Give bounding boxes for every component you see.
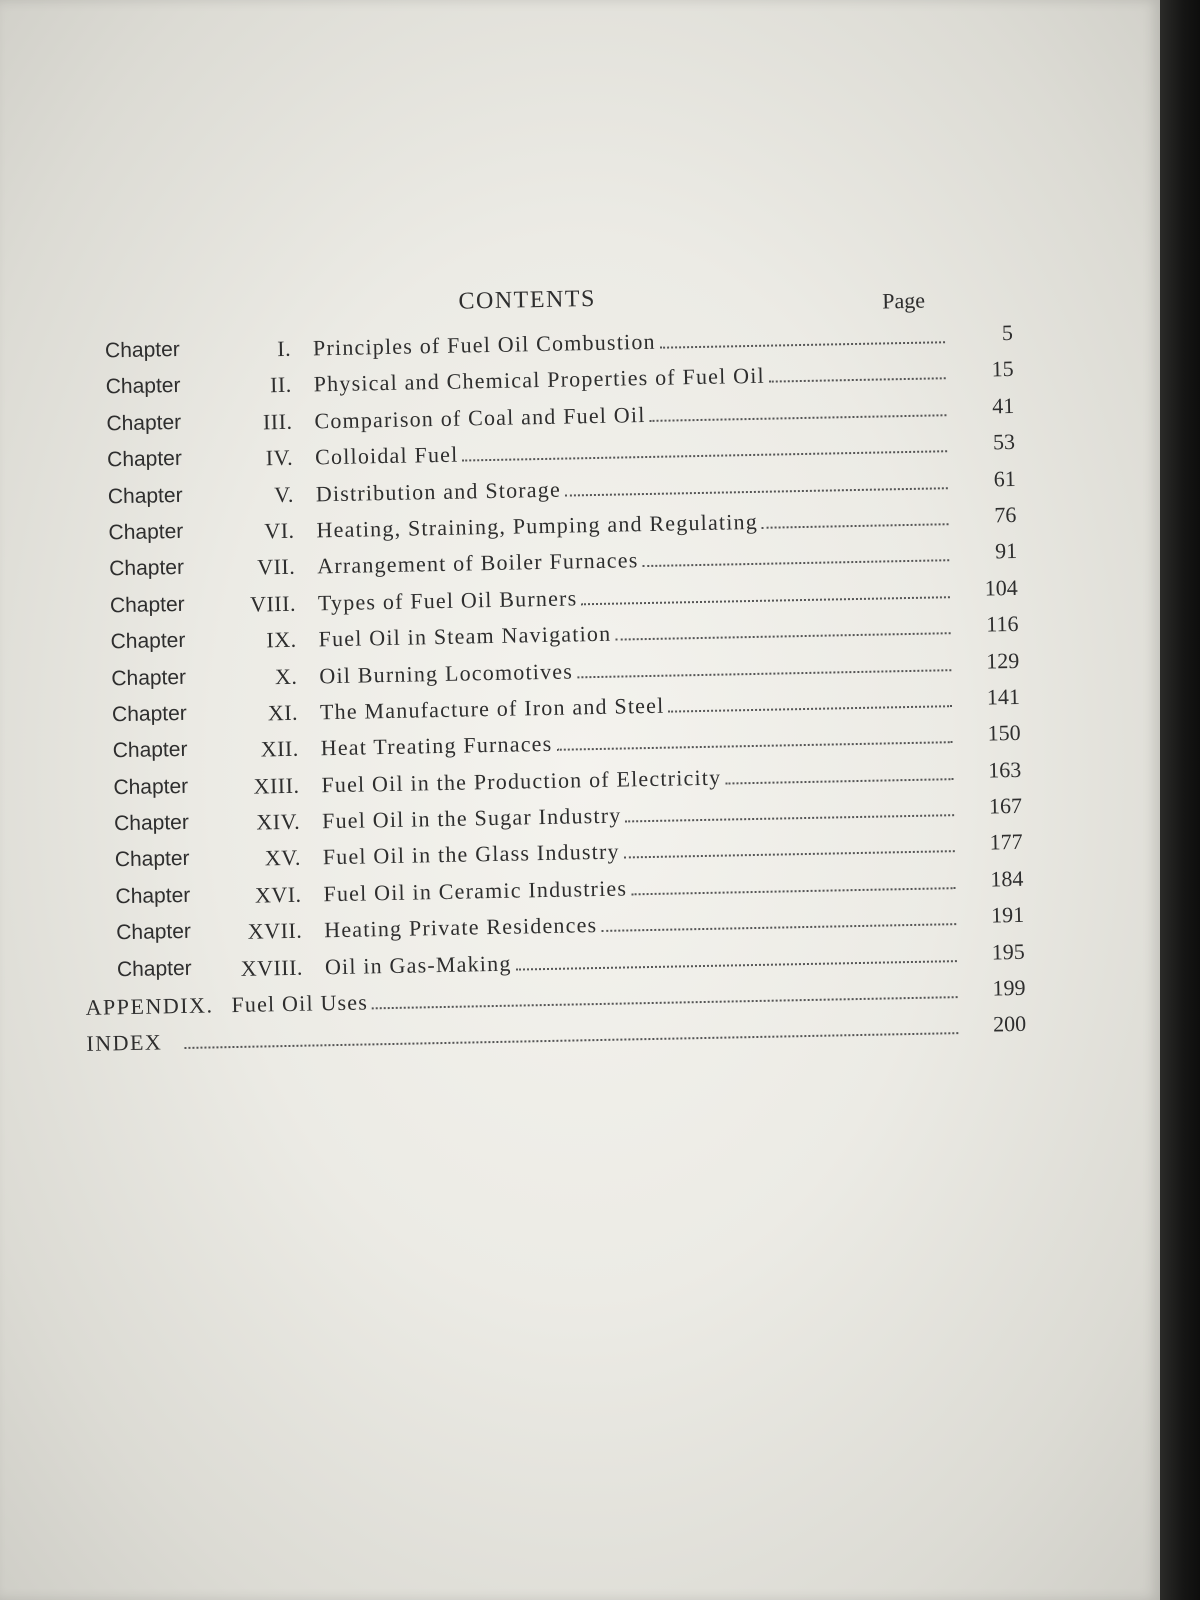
chapter-label: Chapter [104, 337, 180, 363]
dot-leader [615, 631, 950, 640]
chapter-title: Comparison of Coal and Fuel Oil [314, 401, 646, 434]
chapter-numeral: XVIII. [240, 954, 304, 981]
page-number: 15 [991, 356, 1014, 382]
book-edge-shadow [1160, 0, 1200, 1600]
chapter-numeral: XIV. [256, 808, 301, 835]
chapter-numeral: IX. [266, 626, 297, 653]
chapter-numeral: III. [262, 408, 293, 435]
dot-leader [650, 413, 947, 422]
page-number: 91 [994, 538, 1018, 564]
dot-leader [372, 995, 958, 1009]
page-number: 195 [991, 938, 1025, 965]
chapter-title: Heating Private Residences [323, 912, 598, 943]
dot-leader [565, 486, 948, 496]
chapter-label: Chapter [111, 665, 187, 690]
chapter-title: Fuel Oil in Ceramic Industries [323, 875, 628, 907]
chapter-numeral: VIII. [249, 590, 297, 617]
chapter-title: Heat Treating Furnaces [320, 731, 553, 761]
chapter-numeral: XII. [260, 736, 299, 762]
chapter-title: Fuel Oil in the Production of Electricity [321, 764, 722, 797]
chapter-numeral: VII. [256, 554, 296, 580]
chapter-numeral: VI. [264, 517, 295, 544]
page-number: 150 [987, 720, 1021, 746]
chapter-numeral: V. [274, 481, 295, 507]
chapter-label: Chapter [109, 556, 185, 581]
contents-heading: CONTENTS [458, 285, 597, 315]
dot-leader [643, 559, 950, 568]
chapter-title: Distribution and Storage [315, 476, 562, 506]
page-number: 184 [990, 865, 1024, 892]
chapter-title: Colloidal Fuel [314, 441, 459, 470]
page-number: 76 [994, 501, 1017, 528]
chapter-numeral: II. [269, 372, 292, 398]
dot-leader [184, 1032, 958, 1050]
chapter-title: Types of Fuel Oil Burners [317, 585, 578, 616]
dot-leader [577, 668, 951, 678]
page-column-heading: Page [882, 287, 926, 314]
dot-leader [626, 813, 955, 822]
page-number: 177 [989, 829, 1023, 855]
dot-leader [668, 704, 952, 712]
dot-leader [631, 886, 955, 895]
dot-leader [769, 377, 946, 383]
page-number: 53 [992, 429, 1016, 455]
dot-leader [516, 959, 957, 970]
dot-leader [601, 922, 956, 932]
page-number: 141 [986, 683, 1021, 710]
dot-leader [624, 850, 955, 859]
page-number: 129 [985, 647, 1020, 674]
chapter-title: Heating, Straining, Pumping and Regulating [316, 508, 759, 543]
dot-leader [581, 595, 950, 605]
chapter-title: Arrangement of Boiler Furnaces [316, 547, 639, 579]
page-number: 61 [993, 465, 1016, 491]
chapter-numeral: XI. [267, 699, 299, 726]
table-of-contents [72, 278, 1027, 1057]
chapter-numeral: IV. [265, 444, 294, 471]
chapter-label: Chapter [109, 592, 185, 618]
page-number: 163 [988, 756, 1022, 783]
dot-leader [762, 522, 949, 529]
chapter-title: Fuel Oil in the Sugar Industry [321, 802, 622, 834]
page-number: 200 [992, 1011, 1027, 1037]
chapter-numeral: XVII. [247, 917, 303, 944]
page-number: 5 [1001, 319, 1014, 346]
chapter-label: Chapter [115, 883, 191, 909]
chapter-label: Chapter [112, 738, 188, 763]
toc-entries [73, 319, 1027, 1068]
chapter-numeral: XVI. [254, 881, 302, 908]
chapter-label: Chapter [114, 847, 190, 872]
chapter-label: Chapter [105, 374, 181, 399]
chapter-title: Oil in Gas-Making [324, 950, 512, 979]
chapter-numeral: I. [276, 335, 292, 362]
appendix-title: Fuel Oil Uses [231, 989, 369, 1018]
page-number: 116 [986, 611, 1019, 637]
chapter-label: Chapter [108, 519, 184, 545]
dot-leader [660, 340, 945, 348]
index-label: INDEX [86, 1029, 163, 1057]
appendix-label: APPENDIX. [85, 992, 214, 1020]
page-number: 191 [990, 902, 1025, 928]
dot-leader [463, 449, 948, 461]
page-number: 104 [984, 574, 1019, 601]
chapter-title: Fuel Oil in Steam Navigation [318, 620, 612, 652]
chapter-numeral: XV. [264, 845, 302, 871]
chapter-title: The Manufacture of Iron and Steel [319, 692, 665, 725]
page-number: 199 [992, 974, 1026, 1001]
chapter-title: Principles of Fuel Oil Combustion [312, 328, 656, 361]
chapter-title: Physical and Chemical Properties of Fuel Oil [313, 363, 766, 397]
chapter-title: Oil Burning Locomotives [319, 657, 574, 688]
chapter-label: Chapter [116, 920, 192, 945]
chapter-title: Fuel Oil in the Glass Industry [322, 839, 620, 870]
chapter-label: Chapter [106, 447, 183, 472]
dot-leader [556, 740, 952, 751]
chapter-numeral: XIII. [253, 772, 300, 799]
chapter-label: Chapter [110, 629, 186, 654]
chapter-label: Chapter [107, 483, 183, 508]
chapter-label: Chapter [106, 410, 182, 436]
chapter-label: Chapter [113, 810, 190, 836]
chapter-label: Chapter [116, 956, 192, 981]
page-number: 167 [988, 792, 1023, 819]
dot-leader [725, 777, 953, 784]
chapter-label: Chapter [111, 701, 187, 727]
chapter-numeral: X. [274, 663, 298, 689]
chapter-label: Chapter [113, 774, 189, 799]
page-number: 41 [992, 392, 1015, 419]
